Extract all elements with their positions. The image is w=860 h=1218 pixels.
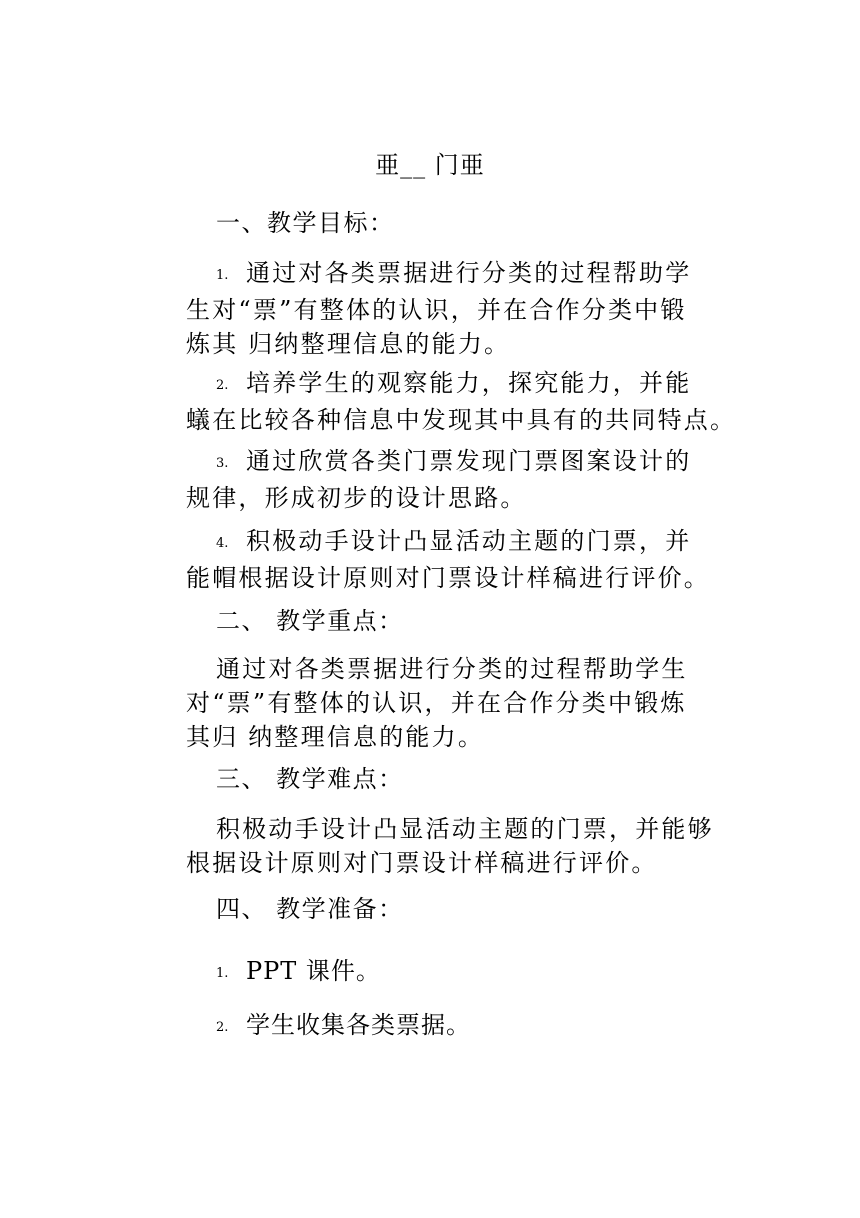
objective-3-line-2: 规律，形成初步的设计思路。 xyxy=(186,484,527,512)
objective-1-line-1: 1. 通过对各类票据进行分类的过程帮助学 xyxy=(186,256,686,293)
objective-1-number: 1. xyxy=(216,268,229,283)
difficulties-body xyxy=(186,812,714,880)
objective-3-number: 3. xyxy=(216,456,229,471)
objective-4 xyxy=(186,524,710,595)
preparation-item-2-text: 学生收集各类票据。 xyxy=(246,1011,471,1039)
objective-2-number: 2. xyxy=(216,378,229,393)
section-heading-objectives: 一、教学目标： xyxy=(216,209,395,237)
section-heading-key-points: 二、 教学重点： xyxy=(216,607,404,635)
objective-4-number: 4. xyxy=(216,536,229,551)
preparation-item-2 xyxy=(216,1008,471,1045)
key-points-line-1: 通过对各类票据进行分类的过程帮助学生 xyxy=(216,655,688,683)
preparation-item-2-number: 2. xyxy=(216,1020,229,1035)
difficulties-line-1: 积极动手设计凸显活动主题的门票，并能够 xyxy=(216,815,714,843)
key-points-line-3: 其归 纳整理信息的能力。 xyxy=(186,723,485,751)
key-points-body xyxy=(186,652,686,754)
section-heading-difficulties: 三、 教学难点： xyxy=(216,765,404,793)
preparation-item-1-text: PPT 课件。 xyxy=(246,957,381,985)
objective-4-line-2: 能帽根据设计原则对门票设计样稿进行评价。 xyxy=(186,564,710,592)
objective-3 xyxy=(186,444,692,515)
objective-3-line-1: 3. 通过欣赏各类门票发现门票图案设计的 xyxy=(186,444,686,481)
objective-1-line-3: 炼其 归纳整理信息的能力。 xyxy=(186,330,511,358)
preparation-item-1-number: 1. xyxy=(216,966,229,981)
key-points-line-2: 对“票”有整体的认识，并在合作分类中锻炼 xyxy=(186,689,687,717)
objective-2 xyxy=(186,366,737,437)
objective-2-line-1: 2. 培养学生的观察能力，探究能力，并能 xyxy=(186,366,686,403)
objective-1-line-2: 生对“票”有整体的认识，并在合作分类中锻 xyxy=(186,296,687,324)
objective-4-line-1: 4. 积极动手设计凸显活动主题的门票，并 xyxy=(186,524,686,561)
document-title: 亜__ 门亜 xyxy=(375,151,485,179)
section-heading-preparation: 四、 教学准备： xyxy=(216,895,404,923)
objective-1 xyxy=(186,256,692,361)
preparation-item-1 xyxy=(216,954,381,991)
objective-2-line-2: 蟻在比较各种信息中发现其中具有的共同特点。 xyxy=(186,406,737,434)
difficulties-line-2: 根据设计原则对门票设计样稿进行评价。 xyxy=(186,849,658,877)
